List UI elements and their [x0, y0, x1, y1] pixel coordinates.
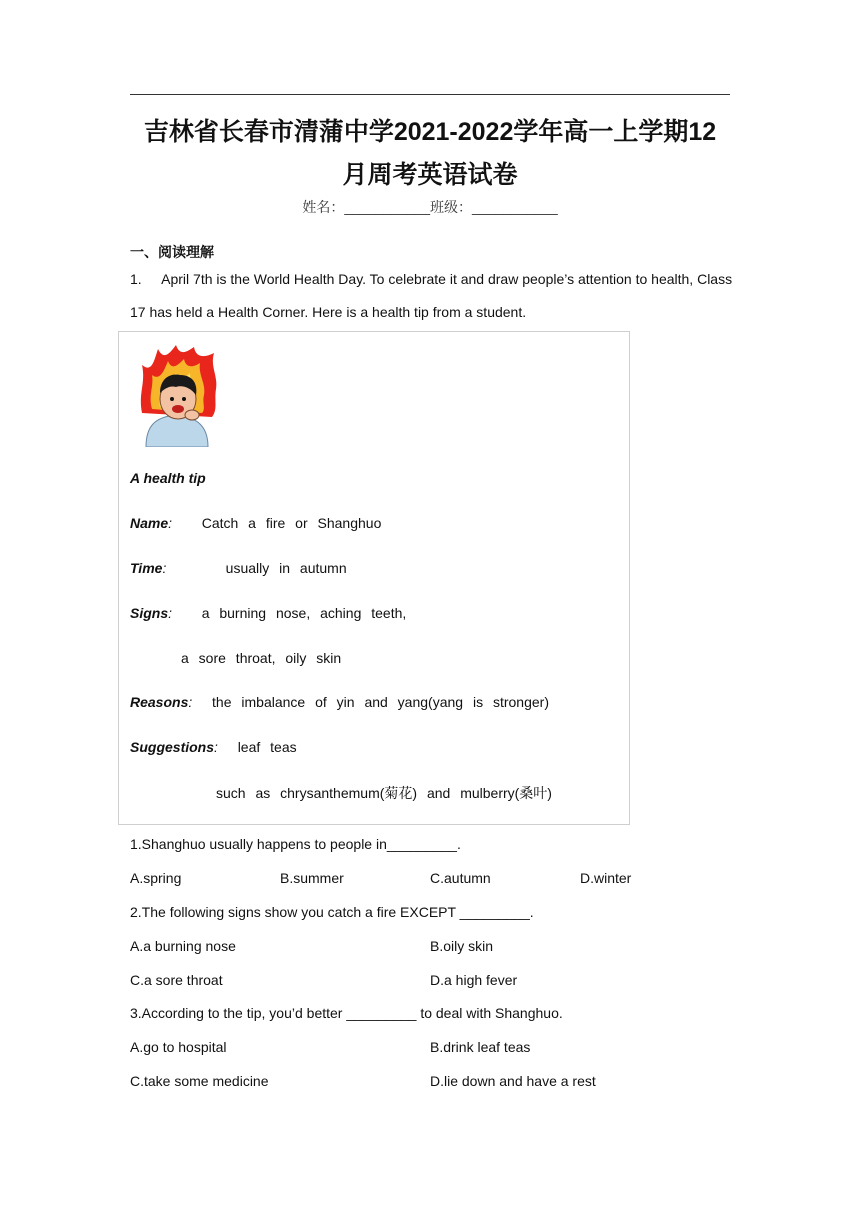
header-rule [130, 94, 730, 95]
name-blank[interactable]: ___________ [344, 199, 430, 215]
q3-option-d[interactable]: D.lie down and have a rest [430, 1073, 596, 1089]
q3-option-b[interactable]: B.drink leaf teas [430, 1039, 531, 1055]
question-3-stem: 3.According to the tip, you’d better _________ to deal with Shanghuo. [130, 1005, 563, 1021]
passage-number: 1. [130, 271, 142, 287]
q1-option-a[interactable]: A.spring [130, 870, 182, 886]
q1-option-c[interactable]: C.autumn [430, 870, 491, 886]
section-heading: 一、阅读理解 [130, 244, 214, 260]
q2-option-d[interactable]: D.a high fever [430, 972, 518, 988]
class-label: 班级： [430, 199, 472, 215]
name-label: 姓名： [302, 199, 345, 215]
q1-option-b[interactable]: B.summer [280, 870, 344, 886]
q2-option-b[interactable]: B.oily skin [430, 938, 494, 954]
passage-line1: 1. April 7th is the World Health Day. To celebrate it and draw people’s attention to health, Class [130, 271, 733, 287]
tip-title: A health tip [130, 470, 206, 486]
q2-option-a[interactable]: A.a burning nose [130, 938, 236, 954]
exam-title-line1: 吉林省长春市清蒲中学2021-2022学年高一上学期12 [143, 118, 717, 146]
question-2-stem: 2.The following signs show you catch a fire EXCEPT _________. [130, 904, 534, 920]
tip-signs-row2: a sore throat, oily skin [181, 650, 342, 666]
passage-line2: 17 has held a Health Corner. Here is a health tip from a student. [130, 304, 527, 320]
tip-name-row: Name: Catch a fire or Shanghuo [130, 515, 382, 531]
tip-signs-row: Signs: a burning nose, aching teeth, [130, 605, 407, 621]
q1-option-d[interactable]: D.winter [580, 870, 632, 886]
student-info-line [0, 197, 860, 217]
tip-suggestions-row2: such as chrysanthemum(菊花) and mulberry(桑叶) [216, 785, 552, 801]
class-blank[interactable]: ___________ [472, 199, 558, 215]
q3-option-a[interactable]: A.go to hospital [130, 1039, 227, 1055]
person-on-fire-illustration [136, 343, 220, 447]
tip-reasons-row: Reasons: the imbalance of yin and yang(yang is stronger) [130, 694, 549, 710]
question-1-stem: 1.Shanghuo usually happens to people in_________. [130, 836, 461, 852]
q3-option-c[interactable]: C.take some medicine [130, 1073, 269, 1089]
exam-title-line2: 月周考英语试卷 [342, 161, 518, 189]
q2-option-c[interactable]: C.a sore throat [130, 972, 223, 988]
tip-suggestions-row: Suggestions: leaf teas [130, 739, 297, 755]
tip-time-row: Time: usually in autumn [130, 560, 347, 576]
